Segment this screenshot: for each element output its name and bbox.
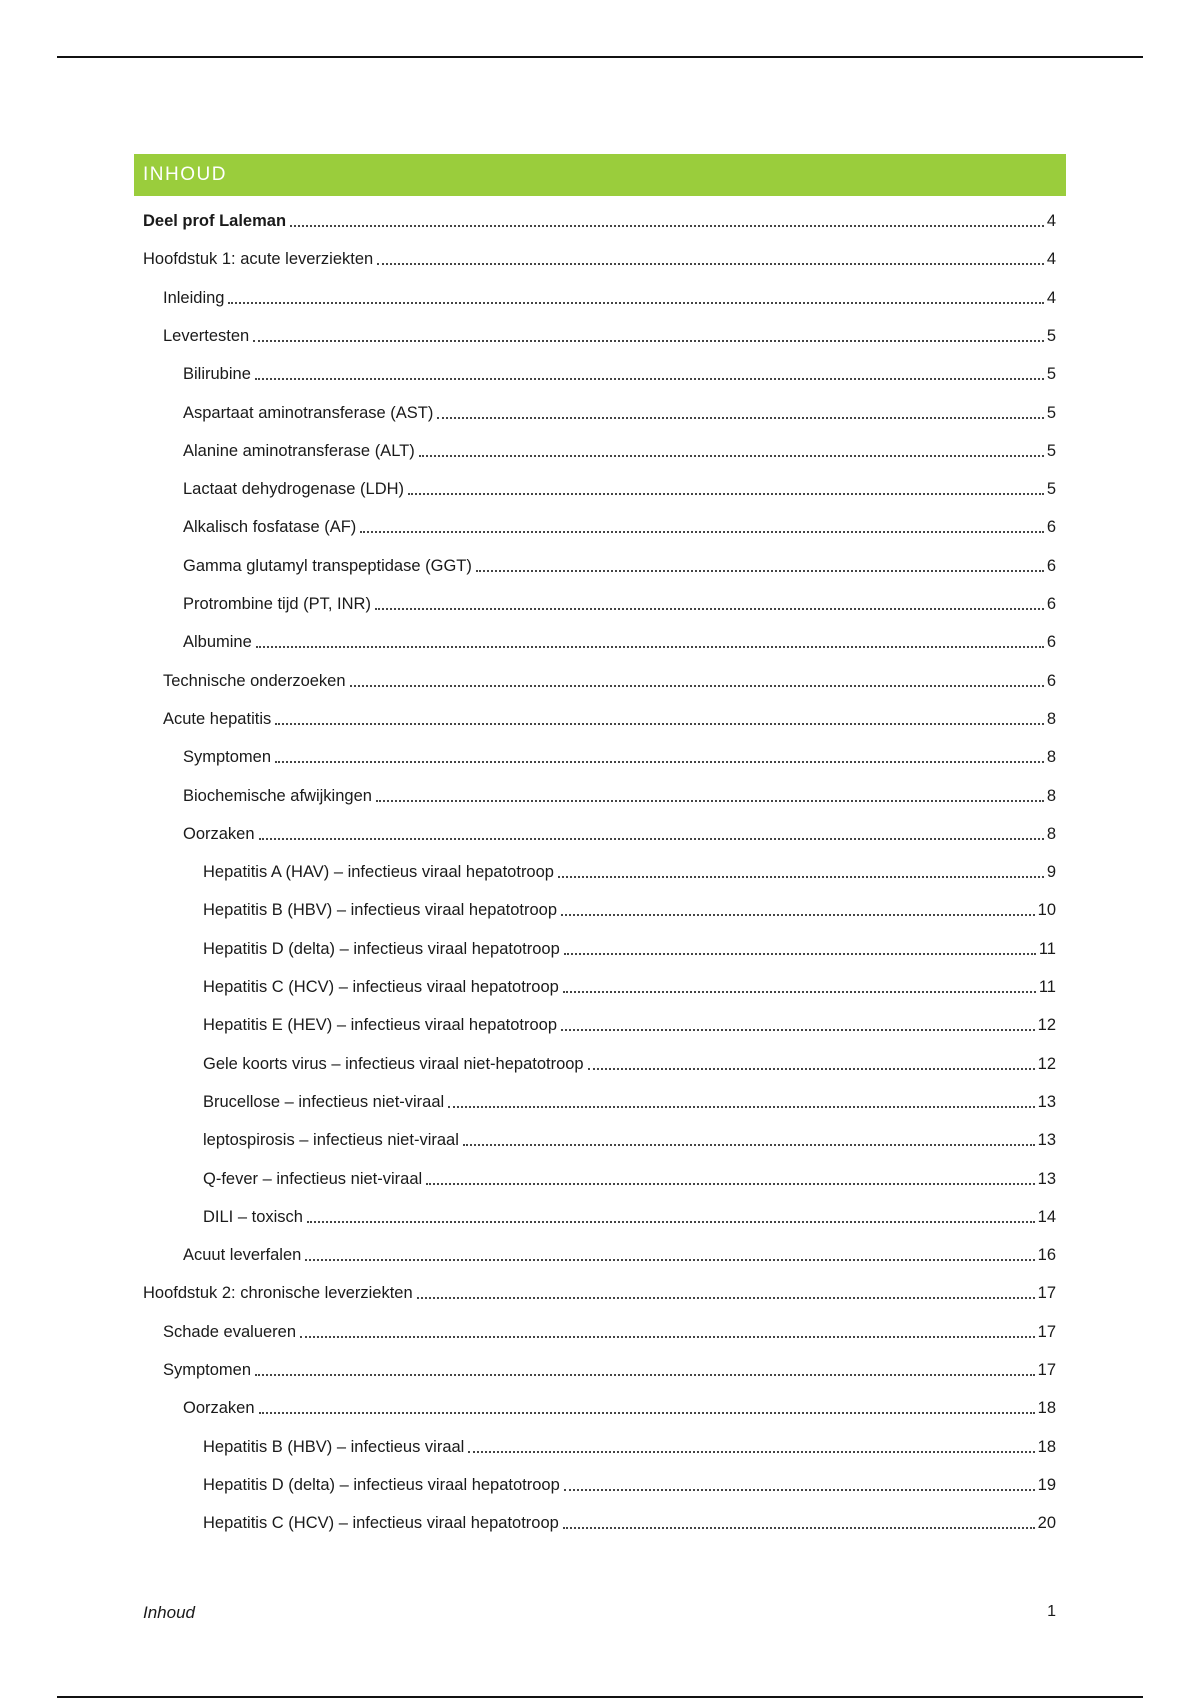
toc-leader-dots [275,722,1044,725]
toc-entry[interactable] [163,705,1056,729]
toc-entry-page: 17 [1037,1323,1056,1341]
toc-entry-page: 6 [1046,633,1056,651]
toc-entry-label: Hepatitis C (HCV) – infectieus viraal hepatotroop [203,978,559,996]
toc-entry[interactable] [183,743,1056,767]
toc-leader-dots [417,1296,1035,1299]
toc-entry-label: Gele koorts virus – infectieus viraal niet-hepatotroop [203,1055,584,1073]
toc-leader-dots [426,1182,1034,1185]
toc-entry[interactable] [203,1088,1056,1112]
toc-entry[interactable] [183,437,1056,461]
toc-entry[interactable] [163,1356,1056,1380]
toc-entry[interactable] [183,513,1056,537]
toc-entry[interactable] [183,399,1056,423]
toc-entry[interactable] [183,820,1056,844]
toc-entry[interactable] [183,782,1056,806]
toc-entry[interactable] [183,360,1056,384]
toc-leader-dots [563,1526,1035,1529]
toc-entry[interactable] [183,552,1056,576]
toc-leader-dots [588,1067,1035,1070]
toc-entry-page: 4 [1046,289,1056,307]
toc-entry-label: Hepatitis C (HCV) – infectieus viraal hepatotroop [203,1514,559,1532]
toc-entry-label: Hoofdstuk 1: acute leverziekten [143,250,374,268]
toc-entry-page: 13 [1037,1131,1056,1149]
toc-entry[interactable] [183,1394,1056,1418]
footer-page-number: 1 [1047,1603,1056,1620]
toc-entry[interactable] [203,1126,1056,1150]
toc-leader-dots [563,990,1036,993]
toc-entry[interactable] [183,1241,1056,1265]
toc-leader-dots [259,837,1044,840]
toc-entry-label: Deel prof Laleman [143,212,287,230]
toc-leader-dots [228,301,1043,304]
toc-entry[interactable] [183,590,1056,614]
toc-entry-label: Biochemische afwijkingen [183,787,372,805]
footer-section-name: Inhoud [143,1603,195,1622]
toc-entry[interactable] [143,207,1056,231]
toc-leader-dots [290,224,1044,227]
toc-entry-label: Inleiding [163,289,225,307]
toc-entry-page: 10 [1037,901,1056,919]
toc-entry-page: 11 [1038,940,1056,958]
toc-entry-page: 6 [1046,672,1056,690]
toc-leader-dots [558,875,1044,878]
toc-entry-page: 8 [1046,787,1056,805]
toc-entry-label: Hepatitis D (delta) – infectieus viraal hepatotroop [203,940,560,958]
toc-entry-label: Schade evalueren [163,1323,297,1341]
toc-entry-label: Levertesten [163,327,250,345]
toc-leader-dots [307,1220,1035,1223]
toc-entry-label: Hepatitis B (HBV) – infectieus viraal [203,1438,465,1456]
toc-entry-label: Aspartaat aminotransferase (AST) [183,404,434,422]
toc-entry-label: Hepatitis E (HEV) – infectieus viraal hepatotroop [203,1016,558,1034]
toc-entry-page: 8 [1046,748,1056,766]
toc-entry-page: 5 [1046,480,1056,498]
toc-leader-dots [476,569,1044,572]
toc-entry-label: Symptomen [183,748,272,766]
toc-leader-dots [463,1143,1035,1146]
toc-entry-page: 20 [1037,1514,1056,1532]
toc-entry-page: 13 [1037,1170,1056,1188]
header-rule [57,56,1143,58]
toc-leader-dots [255,377,1044,380]
toc-title: INHOUD [143,164,227,185]
toc-leader-dots [561,913,1035,916]
toc-entry-page: 8 [1046,825,1056,843]
toc-entry-label: Protrombine tijd (PT, INR) [183,595,371,613]
toc-entry-page: 16 [1037,1246,1056,1264]
toc-entry-page: 9 [1046,863,1056,881]
toc-entry[interactable] [163,1318,1056,1342]
toc-entry-label: Acuut leverfalen [183,1246,302,1264]
toc-entry-page: 8 [1046,710,1056,728]
toc-entry-page: 5 [1046,327,1056,345]
toc-entry-label: Technische onderzoeken [163,672,346,690]
toc-entry-page: 17 [1037,1361,1056,1379]
toc-title-band [134,154,1066,196]
toc-entry-label: Albumine [183,633,252,651]
toc-entry-page: 5 [1046,442,1056,460]
toc-entry-page: 6 [1046,595,1056,613]
toc-entry-label: Hepatitis D (delta) – infectieus viraal hepatotroop [203,1476,560,1494]
toc-entry-label: Hoofdstuk 2: chronische leverziekten [143,1284,413,1302]
toc-leader-dots [564,1488,1035,1491]
footer-rule [57,1696,1143,1698]
toc-entry[interactable] [203,973,1056,997]
toc-entry[interactable] [203,935,1056,959]
toc-leader-dots [468,1450,1034,1453]
toc-leader-dots [448,1105,1034,1108]
toc-entry[interactable] [203,1050,1056,1074]
toc-leader-dots [408,492,1044,495]
toc-entry[interactable] [143,245,1056,269]
toc-entry-label: Brucellose – infectieus niet-viraal [203,1093,445,1111]
toc-entry-page: 13 [1037,1093,1056,1111]
toc-entry[interactable] [203,1433,1056,1457]
toc-entry-label: Hepatitis B (HBV) – infectieus viraal hepatotroop [203,901,558,919]
toc-entry-page: 19 [1037,1476,1056,1494]
toc-leader-dots [419,454,1044,457]
toc-entry-page: 5 [1046,404,1056,422]
toc-entry-label: Gamma glutamyl transpeptidase (GGT) [183,557,472,575]
toc-entry-page: 18 [1037,1399,1056,1417]
toc-entry[interactable] [203,858,1056,882]
toc-entry[interactable] [203,1509,1056,1533]
toc-entry[interactable] [163,284,1056,308]
toc-entry-page: 11 [1038,978,1056,996]
toc-entry-page: 6 [1046,518,1056,536]
toc-entry[interactable] [203,896,1056,920]
toc-leader-dots [259,1411,1035,1414]
toc-leader-dots [256,645,1044,648]
toc-entry-label: leptospirosis – infectieus niet-viraal [203,1131,459,1149]
toc-entry-label: Hepatitis A (HAV) – infectieus viraal hepatotroop [203,863,554,881]
toc-entry-page: 12 [1037,1055,1056,1073]
toc-leader-dots [300,1335,1035,1338]
toc-entry[interactable] [203,1011,1056,1035]
toc-entry[interactable] [143,1279,1056,1303]
toc-leader-dots [305,1258,1034,1261]
toc-entry-page: 4 [1046,212,1056,230]
toc-entry-label: Symptomen [163,1361,252,1379]
toc-entry-page: 14 [1037,1208,1056,1226]
toc-leader-dots [375,607,1044,610]
toc-leader-dots [253,339,1044,342]
toc-leader-dots [377,262,1044,265]
toc-entry[interactable] [183,475,1056,499]
toc-leader-dots [350,684,1044,687]
toc-entry[interactable] [163,322,1056,346]
toc-entry-label: Bilirubine [183,365,251,383]
toc-entry[interactable] [203,1203,1056,1227]
toc-entry[interactable] [203,1471,1056,1495]
toc-entry-label: Oorzaken [183,825,255,843]
toc-entry-label: Alanine aminotransferase (ALT) [183,442,415,460]
toc-entry-page: 18 [1037,1438,1056,1456]
toc-entry-label: Alkalisch fosfatase (AF) [183,518,357,536]
toc-entry-page: 5 [1046,365,1056,383]
toc-entry-label: DILI – toxisch [203,1208,303,1226]
toc-entry-page: 17 [1037,1284,1056,1302]
toc-entry-label: Lactaat dehydrogenase (LDH) [183,480,405,498]
toc-entry-label: Acute hepatitis [163,710,272,728]
toc-entry[interactable] [203,1165,1056,1189]
toc-leader-dots [255,1373,1035,1376]
toc-entry-label: Oorzaken [183,1399,255,1417]
toc-entry-label: Q-fever – infectieus niet-viraal [203,1170,423,1188]
toc-leader-dots [564,952,1036,955]
toc-leader-dots [561,1028,1035,1031]
toc-entry[interactable] [183,628,1056,652]
toc-leader-dots [360,530,1044,533]
toc-entry[interactable] [163,667,1056,691]
toc-leader-dots [376,799,1044,802]
toc-entry-page: 12 [1037,1016,1056,1034]
toc-entry-page: 6 [1046,557,1056,575]
toc-leader-dots [437,416,1043,419]
toc-leader-dots [275,760,1044,763]
toc-entry-page: 4 [1046,250,1056,268]
